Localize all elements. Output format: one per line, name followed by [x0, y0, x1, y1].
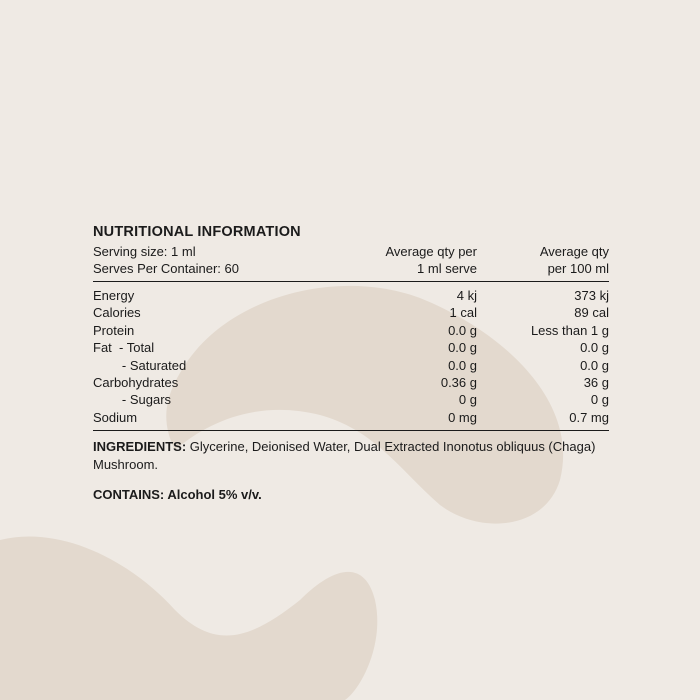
background-swoosh-lower [0, 536, 377, 700]
table-header-row-2 [93, 260, 609, 277]
row-per-serve: 0 g [458, 392, 477, 408]
table-row [93, 322, 609, 339]
table-header-row-1 [93, 243, 609, 260]
table-row [93, 339, 609, 356]
header-divider [93, 281, 609, 282]
row-label: Carbohydrates [93, 375, 179, 391]
row-per-serve: 1 cal [449, 305, 477, 321]
row-label: Protein [93, 322, 135, 338]
row-per-serve: 0.0 g [448, 340, 477, 356]
table-row [93, 357, 609, 374]
row-label: - Saturated [93, 357, 187, 373]
row-per-100: 0 g [590, 392, 609, 408]
ingredients [93, 438, 609, 474]
row-label: Energy [93, 288, 135, 303]
row-per-serve: 0.0 g [448, 322, 477, 338]
ingredients-text: Glycerine, Deionised Water, Dual Extracted Inonotus obliquus (Chaga) Mushroom. [93, 439, 596, 473]
serves-per-container: Serves Per Container: 60 [93, 261, 239, 276]
row-per-serve: 4 kj [456, 288, 477, 303]
row-per-100: 0.7 mg [569, 409, 609, 425]
row-label: Sodium [93, 409, 138, 425]
table-row [93, 287, 609, 304]
nutrition-title: NUTRITIONAL INFORMATION [93, 224, 301, 240]
header-per-serve-line2: 1 ml serve [417, 261, 477, 276]
row-label: Fat - Total [93, 340, 155, 356]
header-per-100-line1: Average qty [539, 244, 609, 259]
row-label: - Sugars [93, 392, 172, 408]
contains-statement: CONTAINS: Alcohol 5% v/v. [93, 487, 262, 503]
nutrition-panel [93, 224, 609, 502]
header-per-serve-line1: Average qty per [385, 244, 477, 259]
row-per-serve: 0.0 g [448, 357, 477, 373]
table-row [93, 304, 609, 321]
row-per-100: 0.0 g [580, 340, 609, 356]
row-per-serve: 0.36 g [440, 375, 477, 391]
ingredients-divider [93, 430, 609, 431]
row-per-100: 373 kj [574, 288, 609, 303]
row-per-100: 36 g [583, 375, 609, 391]
row-per-100: Less than 1 g [530, 322, 609, 338]
row-label: Calories [93, 305, 141, 321]
table-row [93, 409, 609, 426]
serving-size: Serving size: 1 ml [93, 244, 196, 259]
row-per-100: 89 cal [574, 305, 609, 321]
row-per-serve: 0 mg [448, 409, 477, 425]
header-per-100-line2: per 100 ml [547, 261, 609, 276]
row-per-100: 0.0 g [580, 357, 609, 373]
ingredients-label: INGREDIENTS: [93, 439, 187, 455]
table-row [93, 374, 609, 391]
table-row [93, 391, 609, 408]
